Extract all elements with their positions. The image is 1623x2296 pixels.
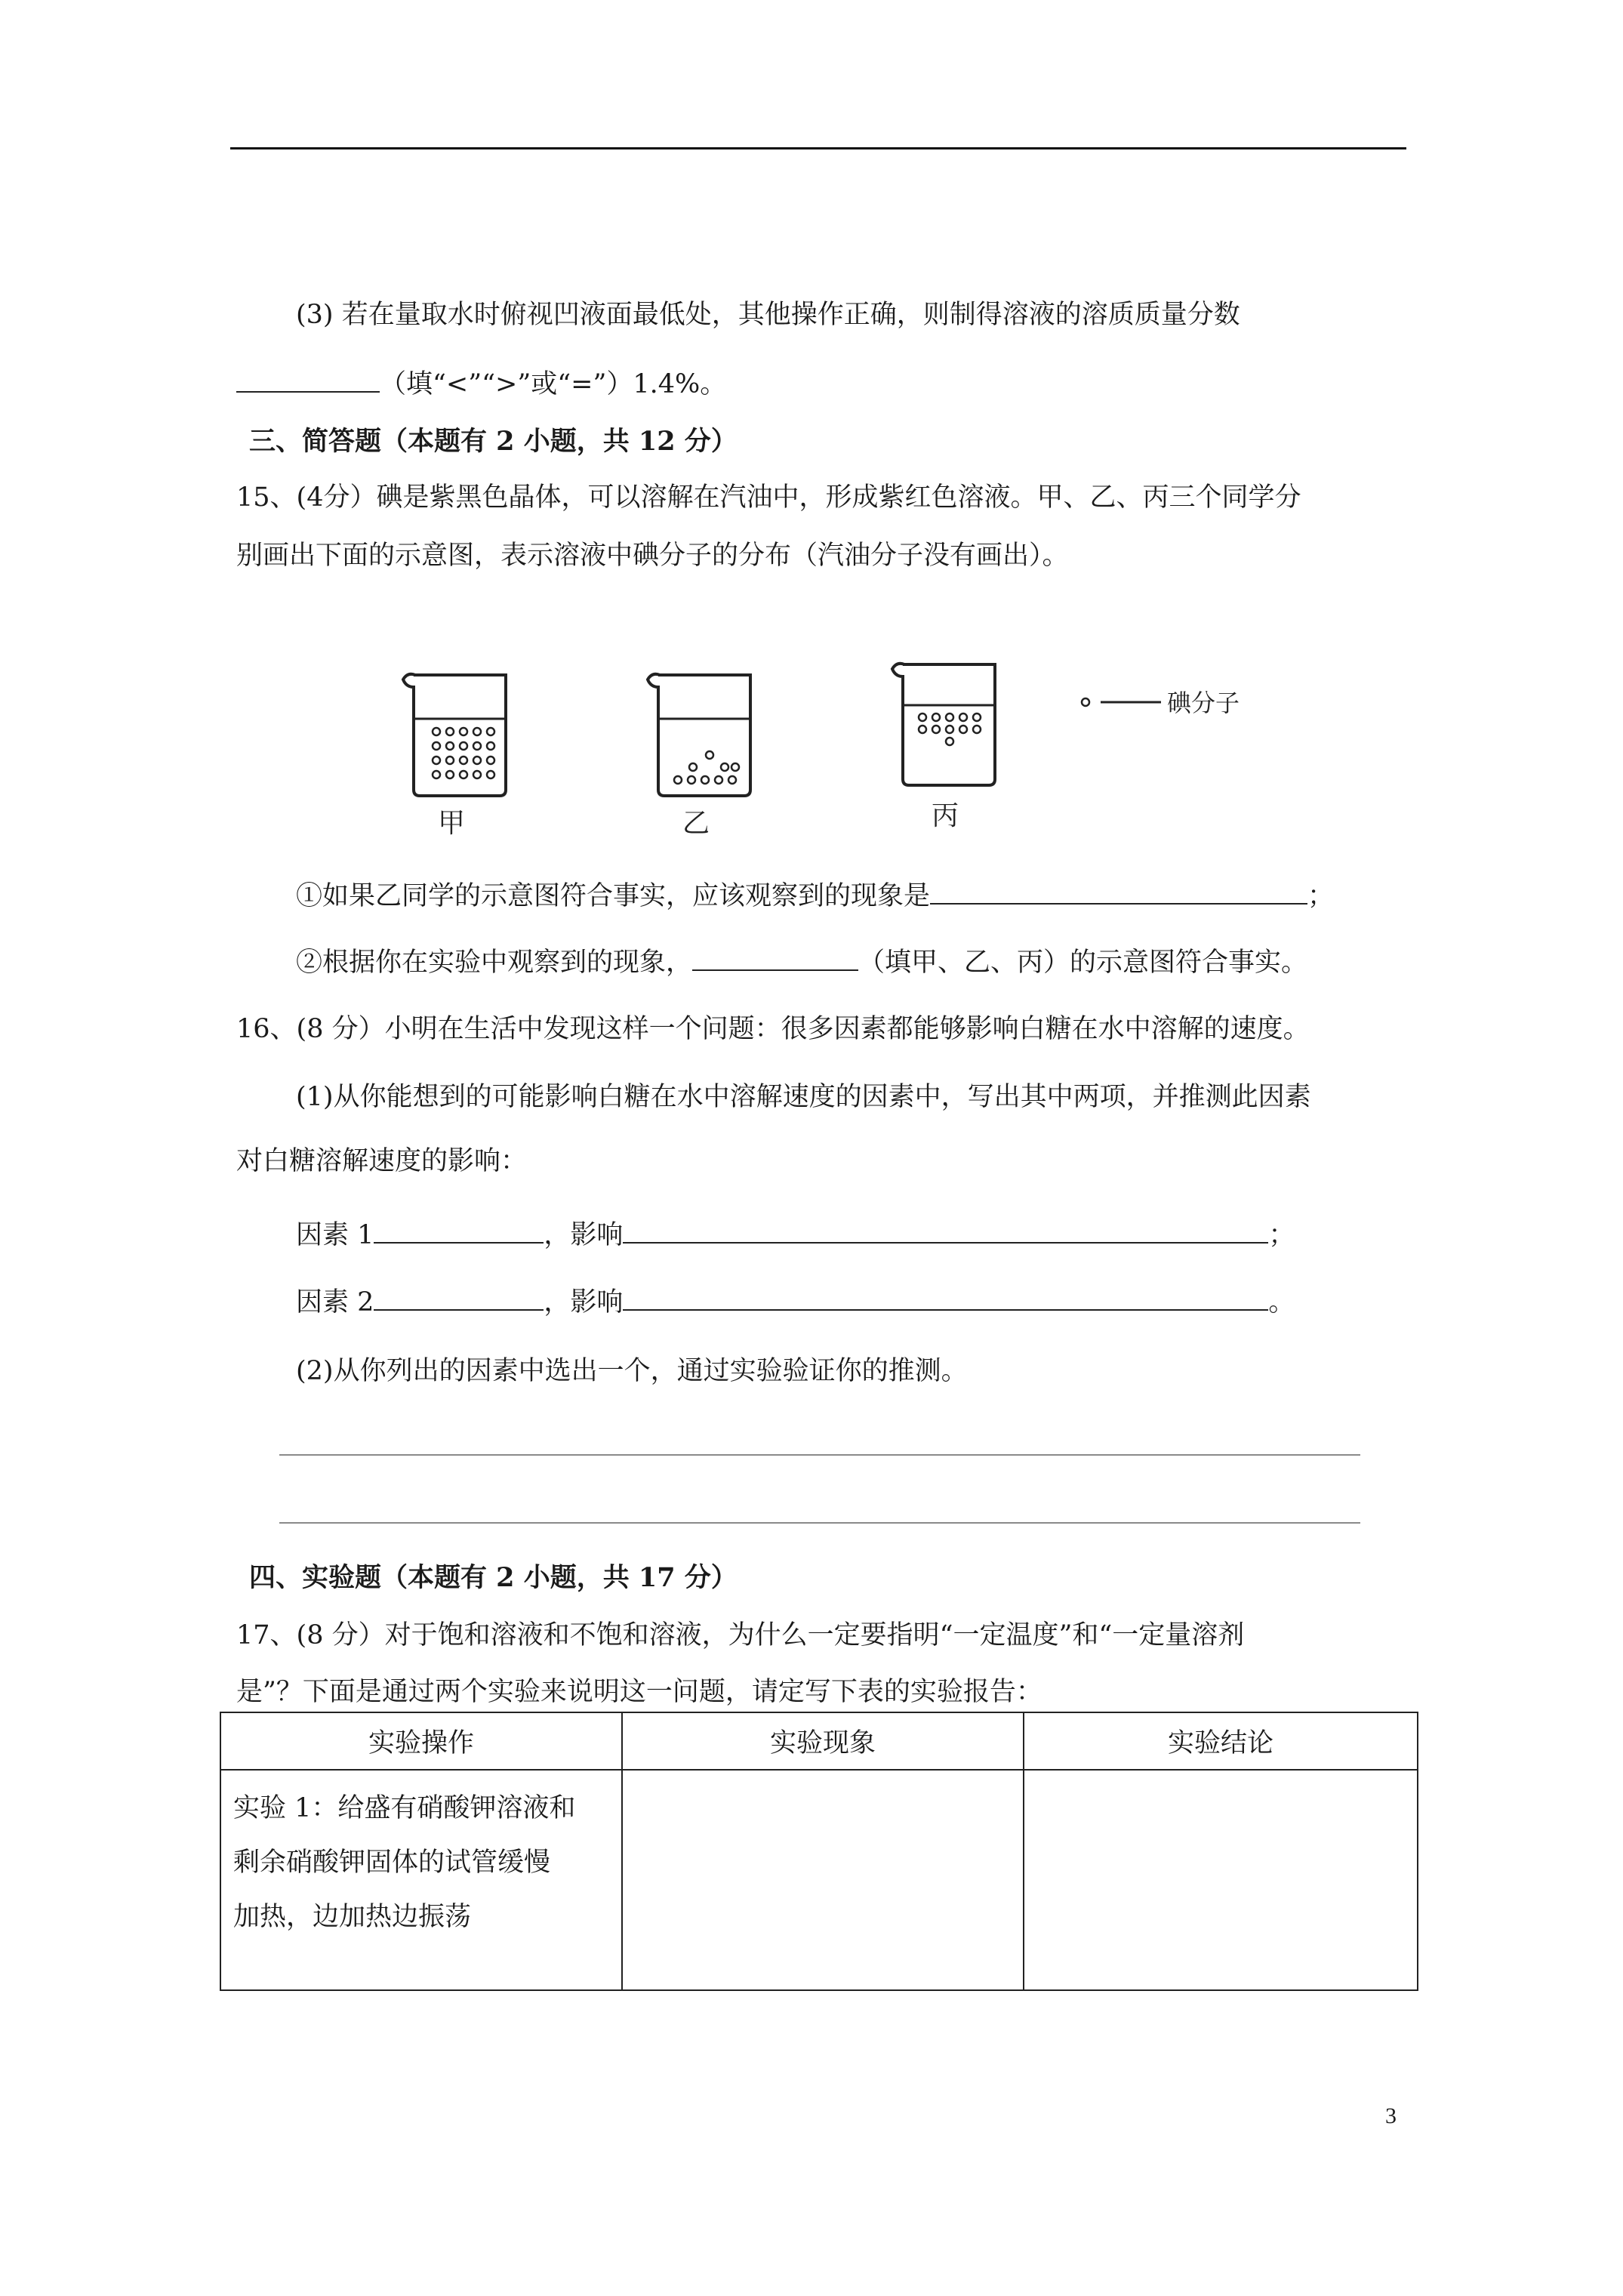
beaker-label-yi: 乙 [682, 808, 710, 839]
section3-heading: 三、简答题（本题有 2 小题，共 12 分） [249, 426, 738, 457]
answer-blank[interactable] [930, 877, 1307, 905]
q15-sub2-text-b: （填甲、乙、丙）的示意图符合事实。 [858, 948, 1308, 978]
q16-p2: (2)从你列出的因素中选出一个，通过实验验证你的推测。 [296, 1356, 968, 1386]
factor1-end: ； [1268, 1220, 1295, 1250]
beaker-jia [403, 674, 506, 796]
q15-line1: 15、(4分）碘是紫黑色晶体，可以溶解在汽油中，形成紫红色溶液。甲、乙、丙三个同学分 [236, 482, 1301, 513]
q16-factor2 [296, 1284, 1295, 1320]
q15-sub1 [296, 877, 1334, 914]
iodine-molecules-bing [919, 713, 981, 745]
q14-part3-line1: (3) 若在量取水时俯视凹液面最低处，其他操作正确，则制得溶液的溶质质量分数 [296, 300, 1240, 330]
answer-blank[interactable] [374, 1284, 544, 1311]
q15-line2: 别画出下面的示意图，表示溶液中碘分子的分布（汽油分子没有画出）。 [236, 541, 1069, 571]
answer-line-1[interactable] [279, 1454, 1360, 1456]
answer-blank[interactable] [374, 1216, 544, 1244]
q16-p1-line2: 对白糖溶解速度的影响： [236, 1146, 528, 1176]
experiment1-operation-cell [220, 1770, 622, 1990]
q16-p1-line1: (1)从你能想到的可能影响白糖在水中溶解速度的因素中，写出其中两项，并推测此因素 [296, 1082, 1311, 1112]
legend [1082, 689, 1240, 717]
legend-molecule-icon [1082, 698, 1089, 706]
answer-blank[interactable] [692, 944, 858, 971]
operation-line: 剩余硝酸钾固体的试管缓慢 [233, 1848, 551, 1878]
q15-sub2 [296, 944, 1307, 980]
operation-line: 实验 1：给盛有硝酸钾溶液和 [233, 1793, 576, 1823]
q15-sub2-text-a: ②根据你在实验中观察到的现象， [296, 948, 693, 978]
table-row [220, 1770, 1418, 1990]
beaker-label-jia: 甲 [437, 808, 466, 839]
table-header-cell: 实验结论 [1024, 1712, 1418, 1770]
factor1-sep: ，影响 [544, 1220, 624, 1250]
experiment1-phenomenon-cell[interactable] [622, 1770, 1024, 1990]
beaker-figure [393, 657, 1283, 846]
factor2-label: 因素 2 [296, 1287, 374, 1318]
answer-blank[interactable] [623, 1284, 1268, 1311]
answer-blank[interactable] [236, 365, 380, 393]
iodine-molecules-jia [433, 728, 494, 778]
factor2-end: 。 [1268, 1287, 1295, 1318]
answer-line-2[interactable] [279, 1522, 1360, 1524]
table-header-row [220, 1712, 1418, 1770]
legend-label: 碘分子 [1167, 689, 1240, 717]
page-number: 3 [1385, 2103, 1397, 2128]
q16-factor1 [296, 1216, 1295, 1253]
q16-line1: 16、(8 分）小明在生活中发现这样一个问题：很多因素都能够影响白糖在水中溶解的速度。 [236, 1014, 1310, 1044]
beaker-yi [648, 674, 750, 796]
iodine-molecules-yi [674, 751, 739, 784]
operation-line: 加热，边加热边振荡 [233, 1902, 472, 1932]
answer-blank[interactable] [623, 1216, 1268, 1244]
factor1-label: 因素 1 [296, 1220, 374, 1250]
table-header-cell: 实验操作 [220, 1712, 622, 1770]
table-header-cell: 实验现象 [622, 1712, 1024, 1770]
q17-line2: 是”？下面是通过两个实验来说明这一问题，请定写下表的实验报告： [236, 1677, 1042, 1707]
factor2-sep: ，影响 [544, 1287, 624, 1318]
header-rule [230, 147, 1406, 149]
experiment-report-table [220, 1712, 1418, 1991]
experiment1-conclusion-cell[interactable] [1024, 1770, 1418, 1990]
q14-part3-line2 [236, 365, 726, 402]
section4-heading: 四、实验题（本题有 2 小题，共 17 分） [249, 1562, 738, 1593]
q15-sub1-end: ； [1307, 881, 1335, 911]
q15-sub1-text: ①如果乙同学的示意图符合事实，应该观察到的现象是 [296, 881, 931, 911]
q17-line1: 17、(8 分）对于饱和溶液和不饱和溶液，为什么一定要指明“一定温度”和“一定量溶剂 [236, 1620, 1245, 1650]
beaker-bing [892, 664, 995, 785]
beaker-label-bing: 丙 [931, 800, 959, 831]
q14-part3-line2-text: （填“<”“>”或“=”）1.4%。 [380, 369, 727, 399]
